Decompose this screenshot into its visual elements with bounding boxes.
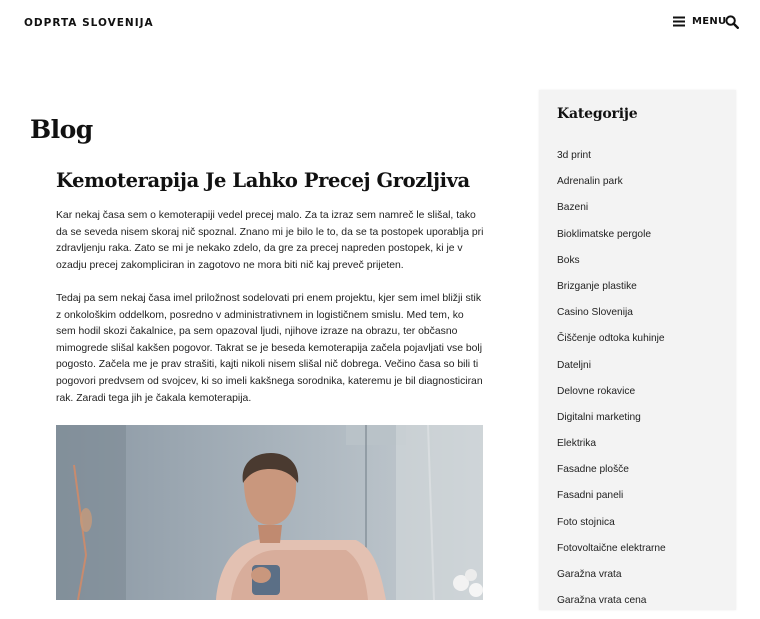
site-title[interactable]: ODPRTA SLOVENIJA <box>24 17 154 29</box>
post-title[interactable]: Kemoterapija Je Lahko Precej Grozljiva <box>56 169 470 192</box>
category-link[interactable]: Bioklimatske pergole <box>557 228 651 240</box>
post-image <box>56 425 483 600</box>
category-link[interactable]: Garažna vrata <box>557 569 622 580</box>
category-link[interactable]: Foto stojnica <box>557 516 615 528</box>
category-link[interactable]: Bazeni <box>557 202 589 214</box>
category-link[interactable]: Delovne rokavice <box>557 385 636 397</box>
search-icon <box>725 15 739 29</box>
hamburger-icon <box>673 16 685 27</box>
menu-button[interactable] <box>673 16 726 27</box>
sidebar <box>539 90 736 610</box>
category-link[interactable]: 3d print <box>557 150 591 161</box>
category-link[interactable]: Casino Slovenija <box>557 307 633 319</box>
page-title: Blog <box>30 115 93 144</box>
category-link[interactable]: Adrenalin park <box>557 176 623 188</box>
category-link[interactable]: Fasadni paneli <box>557 490 624 502</box>
category-link[interactable]: Fotovoltaične elektrarne <box>557 542 666 554</box>
category-link[interactable]: Dateljni <box>557 359 591 371</box>
category-link[interactable]: Digitalni marketing <box>557 411 641 423</box>
post-photo <box>56 425 483 600</box>
category-list <box>557 148 666 619</box>
category-link[interactable]: Čiščenje odtoka kuhinje <box>557 333 665 345</box>
category-link[interactable]: Boks <box>557 254 580 266</box>
search-button[interactable] <box>725 15 739 34</box>
category-link[interactable]: Garažna vrata cena <box>557 595 647 607</box>
menu-label: MENU <box>692 16 727 27</box>
sidebar-title: Kategorije <box>557 106 638 122</box>
post-paragraph: Kar nekaj časa sem o kemoterapiji vedel precej malo. Za ta izraz sem namreč le slišal, tako da se seveda nisem skoraj nič spoznal. Znano mi je bilo le to, da se ta postopek uporablja pri zdravljenju raka. Zato se mi je nekako zdelo, da gre za precej napreden postopek, ki je v ozadju precej zakompliciran in zagotovo ne mora biti nič kaj preveč prijeten. <box>56 210 484 271</box>
category-link[interactable]: Fasadne plošče <box>557 464 629 476</box>
category-link[interactable]: Elektrika <box>557 438 597 450</box>
post-paragraph: Tedaj pa sem nekaj časa imel priložnost sodelovati pri enem projektu, kjer sem imel bližji stik z onkološkim oddelkom, posredno v administrativnem in logističnem smislu. Med tem, ko sem hodil skozi čakalnice, pa sem opazoval ljudi, njihove izraze na obrazu, ter občasno mimogrede slišal kakšen pogovor. Takrat se je beseda kemoterapija začela pojavljati vse bolj pogosto. Začela me je prav strašiti, kajti nikoli nisem slišal nič dobrega. Večino časa so bili ti pogovori predvsem od svojcev, ki so imeli kakšnega sorodnika, kateremu je bil diagnosticiran rak. Zaradi tega jih je čakala kemoterapija. <box>56 292 483 404</box>
category-link[interactable]: Brizganje plastike <box>557 280 637 292</box>
post-body <box>56 208 486 424</box>
